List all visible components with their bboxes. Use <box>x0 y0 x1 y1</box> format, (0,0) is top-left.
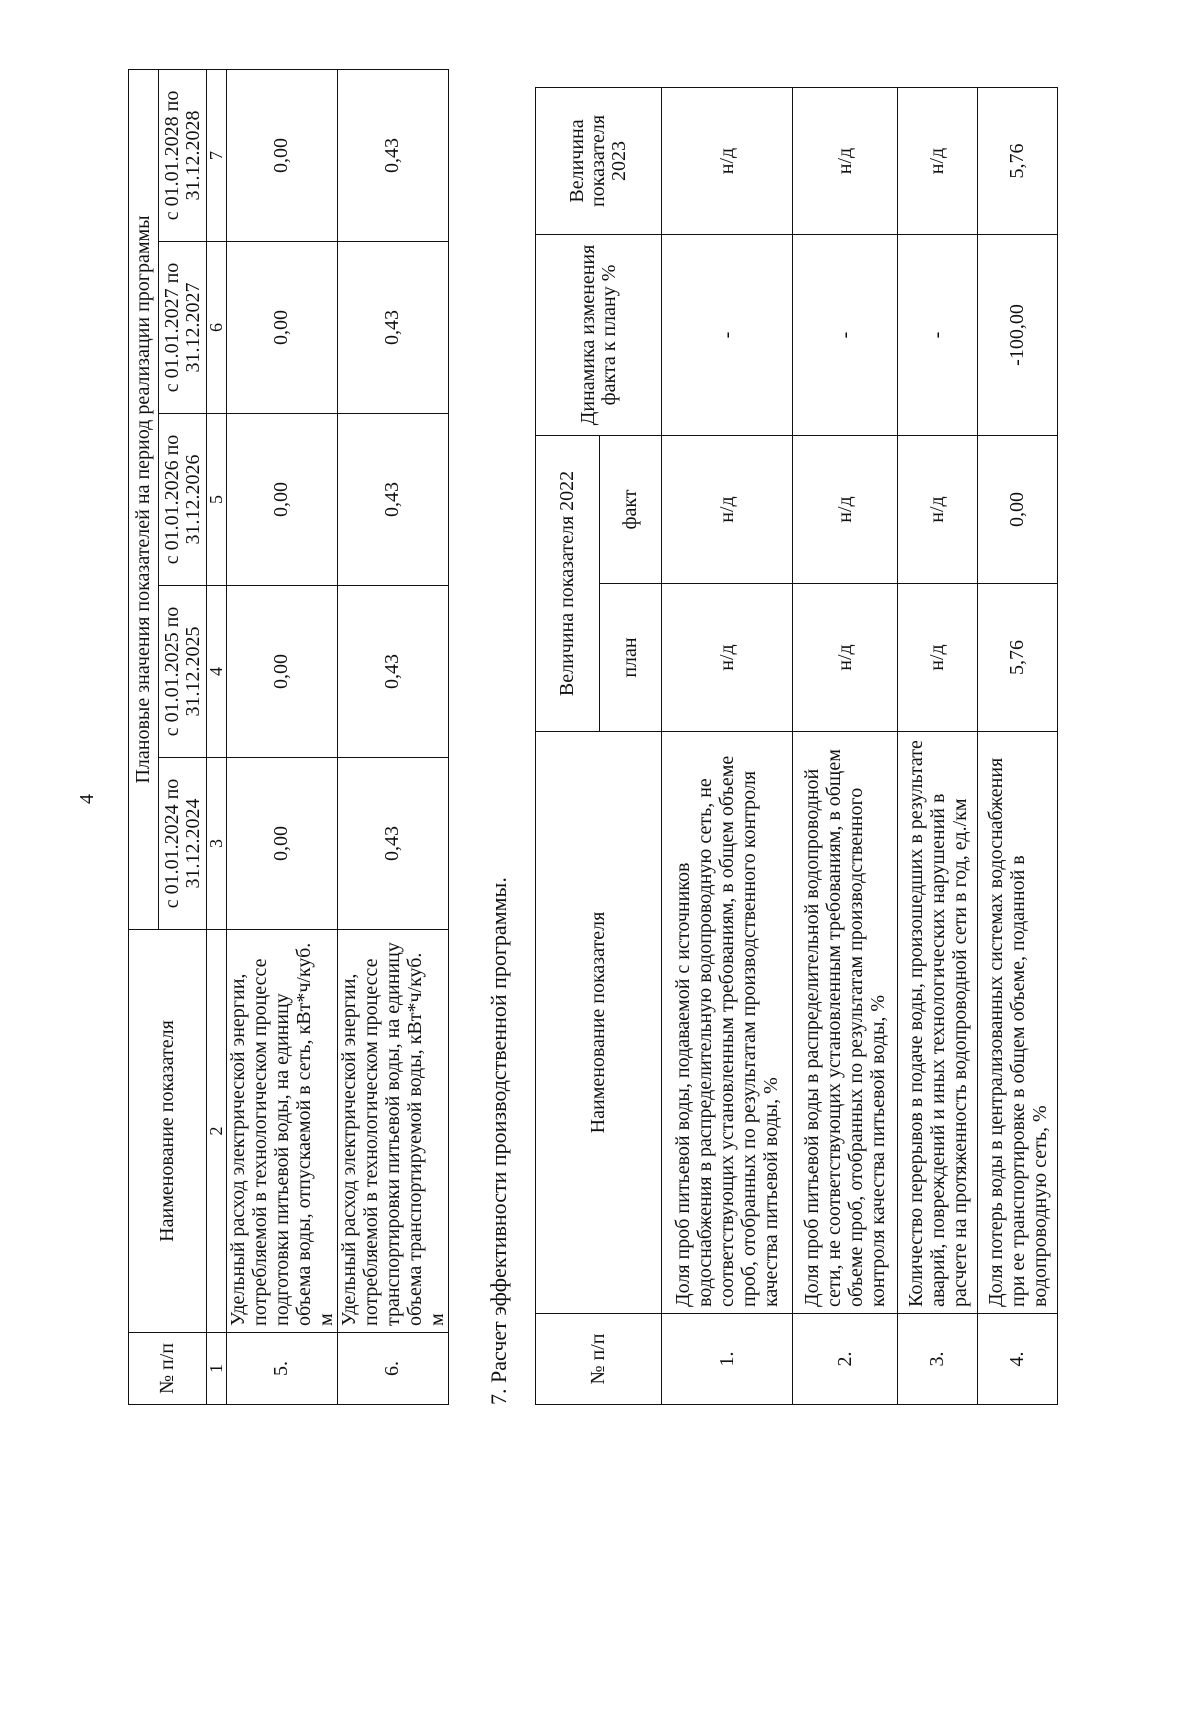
value-2023-cell: н/д <box>662 87 793 234</box>
period-header: с 01.01.2024 по 31.12.2024 <box>159 758 207 930</box>
value-cell: 0,43 <box>337 758 448 930</box>
index-cell: 1 <box>207 1333 227 1405</box>
value-2023-header: Величина показателя 2023 <box>536 87 662 234</box>
value-2023-cell: н/д <box>898 87 978 234</box>
index-cell: 3 <box>207 758 227 930</box>
plan-cell: н/д <box>898 584 978 732</box>
fact-header: факт <box>600 435 662 583</box>
dynamics-cell: -100,00 <box>978 234 1058 435</box>
value-cell: 0,43 <box>337 586 448 758</box>
fact-cell: н/д <box>793 435 898 583</box>
value-2023-cell: 5,76 <box>978 87 1058 234</box>
row-number: 3. <box>898 1314 978 1405</box>
col-number-header: № п/п <box>536 1314 662 1405</box>
index-cell: 4 <box>207 586 227 758</box>
col-number-header: № п/п <box>129 1333 207 1405</box>
row-number: 6. <box>337 1333 448 1405</box>
section-title: 7. Расчет эффективности производственной программы. <box>486 877 511 1405</box>
col-name-header: Наименование показателя <box>536 732 662 1314</box>
row-number: 4. <box>978 1314 1058 1405</box>
value-2022-header: Величина показателя 2022 <box>536 435 600 731</box>
value-cell: 0,00 <box>226 758 337 930</box>
dynamics-cell: - <box>662 234 793 435</box>
efficiency-table <box>535 87 1058 1405</box>
row-number: 1. <box>662 1314 793 1405</box>
table-row <box>337 69 448 1404</box>
table-row <box>793 87 898 1404</box>
index-cell: 2 <box>207 930 227 1333</box>
value-2023-cell: н/д <box>793 87 898 234</box>
plan-cell: н/д <box>662 584 793 732</box>
fact-cell: н/д <box>898 435 978 583</box>
value-cell: 0,00 <box>226 586 337 758</box>
page-number: 4 <box>76 794 98 804</box>
indicator-name: Удельный расход электрической энергии, потребляемой в технологическом процессе подготовки питьевой воды, на единицу объема воды, отпускаемой в сеть, кВт*ч/куб. м <box>226 930 337 1333</box>
period-header: с 01.01.2025 по 31.12.2025 <box>159 586 207 758</box>
indicator-name: Количество перерывов в подаче воды, произошедших в результате аварий, повреждений и иных технологических нарушений в расчете на протяженность водопроводной сети в год, ед./км <box>898 732 978 1314</box>
value-cell: 0,43 <box>337 414 448 586</box>
fact-cell: 0,00 <box>978 435 1058 583</box>
fact-cell: н/д <box>662 435 793 583</box>
index-cell: 7 <box>207 69 227 241</box>
indicator-name: Доля проб питьевой воды, подаваемой с источников водоснабжения в распределительную водопроводную сеть, не соответствующих установленным требованиям, в общем объеме проб, отобранных по результатам производственного контроля качества питьевой воды, % <box>662 732 793 1314</box>
col-name-header: Наименование показателя <box>129 930 207 1333</box>
plan-cell: н/д <box>793 584 898 732</box>
indicator-name: Удельный расход электрической энергии, потребляемой в технологическом процессе транспортировки питьевой воды, на единицу объема транспортируемой воды, кВт*ч/куб. м <box>337 930 448 1333</box>
index-cell: 6 <box>207 242 227 414</box>
plan-header: план <box>600 584 662 732</box>
dynamics-cell: - <box>793 234 898 435</box>
planned-values-table <box>128 69 449 1405</box>
row-number: 5. <box>226 1333 337 1405</box>
row-number: 2. <box>793 1314 898 1405</box>
indicator-name: Доля потерь воды в централизованных системах водоснабжения при ее транспортировке в общем объеме, поданной в водопроводную сеть, % <box>978 732 1058 1314</box>
index-cell: 5 <box>207 414 227 586</box>
plan-cell: 5,76 <box>978 584 1058 732</box>
value-cell: 0,00 <box>226 69 337 241</box>
value-cell: 0,43 <box>337 69 448 241</box>
period-header: с 01.01.2026 по 31.12.2026 <box>159 414 207 586</box>
dynamics-cell: - <box>898 234 978 435</box>
table-row <box>226 69 337 1404</box>
table-row <box>662 87 793 1404</box>
period-header: с 01.01.2027 по 31.12.2027 <box>159 242 207 414</box>
planned-values-group-header: Плановые значения показателей на период реализации программы <box>129 69 159 929</box>
table-row <box>898 87 978 1404</box>
table-row <box>978 87 1058 1404</box>
period-header: с 01.01.2028 по 31.12.2028 <box>159 69 207 241</box>
value-cell: 0,00 <box>226 242 337 414</box>
value-cell: 0,00 <box>226 414 337 586</box>
indicator-name: Доля проб питьевой воды в распределительной водопроводной сети, не соответствующих установленным требованиям, в общем объеме проб, отобранных по результатам производственного контроля качества питьевой воды, % <box>793 732 898 1314</box>
value-cell: 0,43 <box>337 242 448 414</box>
dynamics-header: Динамика изменения факта к плану % <box>536 234 662 435</box>
